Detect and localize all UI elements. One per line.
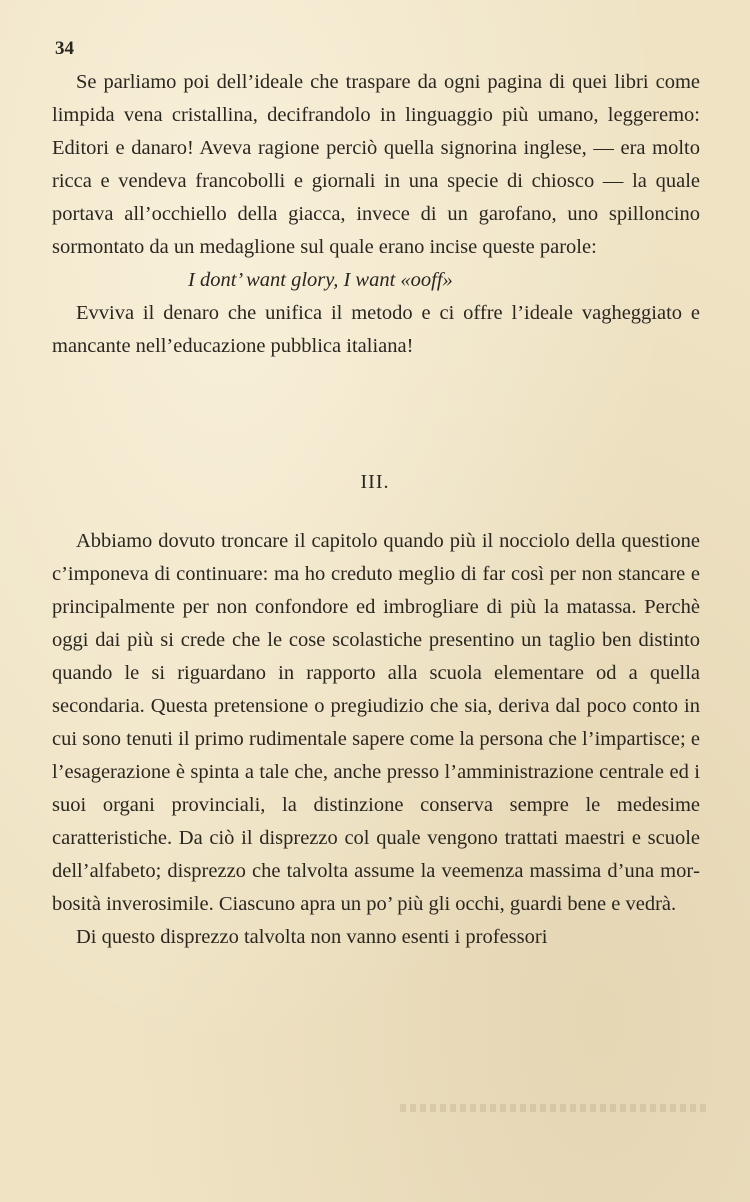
paragraph: Se parliamo poi dell’ideale che traspare da ogni pagina di quei libri come limpida vena cristallina, decifrandolo in linguaggio più umano, leggeremo: Editori e danaro! Aveva ragione perciò quella signorina inglese, — era molto ricca e vendeva francobolli e giornali in una specie di chiosco — la quale portava all’occhiello della giacca, invece di un garofano, uno spilloncino sormontato da un medaglione sul quale erano incise queste parole: [52,71,700,258]
page-number: 34 [55,38,74,59]
text-block-bottom [52,525,700,954]
motto-quote: I dont’ want glory, I want «ooff» [188,269,453,291]
paper-show-through [400,1104,710,1112]
paragraph: Evviva il denaro che unifica il metodo e ci offre l’ideale vagheggiato e mancante nell’educazione pubblica italiana! [52,302,700,357]
paragraph: Abbiamo dovuto troncare il capitolo quando più il nocciolo della questione c’imponeva di continuare: ma ho creduto meglio di far così per non stancare e principalmente per non confondore ed imbrogliare di più la matassa. Perchè oggi dai più si crede che le cose scolastiche presentino un taglio ben distinto quando le si riguardano in rapporto alla scuola elementare od a quella secondaria. Questa pretensione o pregiudizio che sia, deriva dal poco conto in cui sono tenuti il primo rudimentale sapere come la persona che l’impartisce; e l’esagerazione è spinta a tale che, anche presso l’amministrazione centrale ed i suoi organi provinciali, la distinzione conserva sempre le medesime caratteristiche. Da ciò il disprezzo col quale vengono trattati maestri e scuole dell’alfabeto; disprezzo che talvolta assume la veemenza massima d’una morbosità inverosimile. Ciascuno apra un po’ più gli occhi, guardi bene e vedrà. [52,530,700,915]
text-block-top [52,66,700,363]
section-heading: III. [360,471,390,493]
paragraph: Di questo disprezzo talvolta non vanno esenti i professori [76,926,548,948]
